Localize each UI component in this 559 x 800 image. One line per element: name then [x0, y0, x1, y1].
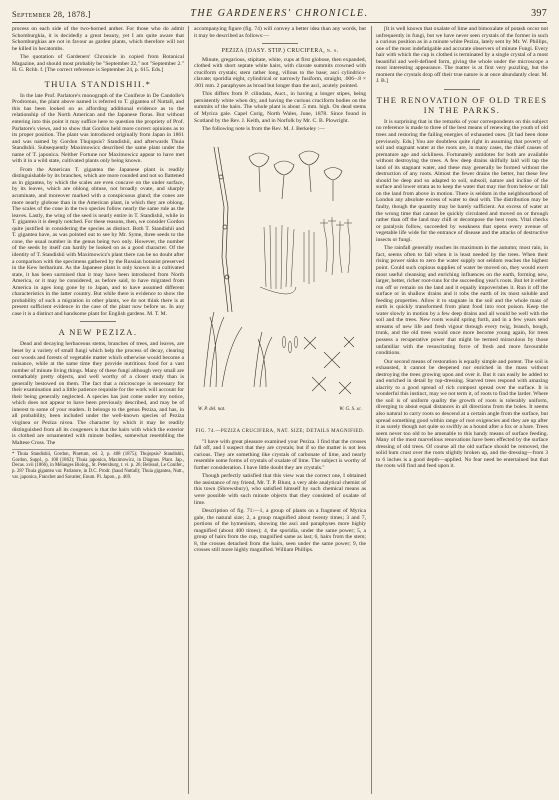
stem-fragment-drawing — [214, 147, 232, 312]
paragraph: From the American T. gigantea the Japanese plant is readily distinguishable by its branches, which are more rounded and not so flattened as in gigantea, by which the scales are even concave on the under surface, by its leaves, which are oblong obtuse, not broadly ovate, and sharply acuminate, and moreover marked with a conspicuous gland; the cones are more nearly globose than in the American plant, in which they are oblong. The scales of the cone in the two species follow nearly the same rule as the leaves. Lastly, the wing of the seed is nearly entire in T. Standishii, while in T. gigantea it is deeply notched. For these reasons, then, we consider Gordon quite justified in considering the species as distinct. Both T. Standishii and T. gigantea have, as was pointed out to see by Mr. Syme, three seeds to the cone, the usual number in the genus being two only. However, the number of the seeds by itself can hardly be looked on as a good character. Of the identity of T. Standishii with Maximowicz's plant there can be no doubt after a comparison with the specimens gathered by the Russian botanist preserved in the Kew herbarium. As the Japanese plant is only known in a cultivated state, it has been surmised that it may have been introduced from North America, or it may be considered, as before said, to have migrated from America in ages long gone by to Japan, and to have assumed different characteristics in the latter country. But while there is evidence to show the probability of such a migration in other plants, we do not think there is at present sufficient evidence in the case of the plant now before us. In any case it is a distinct and handsome plant for English gardens. M. T. M. — [12, 166, 184, 317]
paragraph: It is surprising that in the remarks of your correspondents on this subject no reference is made to three of the best means of renewing the youth of old trees and restoring the failing energies of exhausted ones. [It had been done previously. Eds.] You are doubtless quite right in assuming that poverty of soil and stagnant water at the roots are, in many cases, the chief causes of premature age and sickliness. Fortunately antidotes for both are available without destroying the trees. A few deep drains skilfully laid will tap the land of its stagnant water, and these may generally be formed without the destruction of any roots. Almost the fewer drains the better, but these few should be deep and so adapted to soil, subsoil, nature and incline of the surface and lower strata as to keep the water that may rise from below or fall on the land from above in motion. There is seldom in the neighbourhood of London any absolute excess of water to deal with. The distribution may be faulty, though the quantity may be barely sufficient. An excess of water at the wrong time that cannot be quickly circulated and moved on or through rather than off the land may chill or decompose the best roots. Vital checks or paralysis follow, succeeded by weakness that opens every avenue of vegetable life wide for the entrance of disease and the attacks of destructive insects or fungi. — [376, 118, 548, 243]
species-heading: PEZIZA (DASY. STIP.) CRUCIFERA, n. s. — [221, 48, 339, 55]
issue-date: September 28, 1878.] — [12, 9, 91, 19]
article-heading-thuia: THUIA STANDISHII.* — [44, 78, 152, 89]
sporidia-drawing — [283, 336, 298, 353]
cup-group-drawing — [249, 151, 342, 201]
tufts-drawing — [204, 312, 272, 387]
header-rule — [12, 22, 547, 23]
section-separator — [80, 321, 116, 322]
paragraph: This differs from P. cilindata, Auct., in having a longer stipes, being persistently white when dry, and having the curious cruciform bodies on the summits of the hairs. The whole plant is about .5 mm. high. On dead stems of Myrica gale. Capel Curig, North Wales, June, 1878. Since found in Scotland by the Rev. J. Keith, and in Norfolk by Mr. C. B. Plowright. — [194, 91, 366, 124]
column-2 — [194, 26, 366, 794]
journal-title: THE GARDENERS' CHRONICLE. — [190, 8, 369, 19]
paragraph: "I have with great pleasure examined your Peziza. I find that the crosses fall off, and I suspect that they are crystals; but if so the matter is not less curious. They are something like crystals of carbonate of lime, and nearly resemble some forms of crystals of oxalate of lime. The subject is worthy of further consideration. I have little doubt they are crystals." — [194, 438, 366, 471]
article-heading-renovation: THE RENOVATION OF OLD TREES IN THE PARKS. — [376, 94, 548, 115]
hymenium-drawing — [260, 225, 314, 294]
column-1 — [12, 26, 184, 794]
paragraph: Our second means of restoration is equally simple and potent. The soil is exhausted, it cannot be deepened nor enriched in the mass without destroying the trees growing upon and over it. But it can easily be added to and enriched in detail by top-dressing. Starved trees respond with amazing alacrity to a good spread of rich compost spread over the surface. It is wonderful this instinct, may we not term it, of roots to find the larder. Where the soil is of uniform quality the growth of roots is tolerably uniform, diverging to about equal distances in all directions from the boles. It seems also natural to carry roots so descend at a certain angle from the surface, but spread something good within range of root exigencies and they are up after it as surely though not quite so swiftly as a hound after a fox or a hare. Trees seem never too old to be amenable to this handy means of surface feeding. Many of the most marvellous renovations have been effected by the surface dressing of old trees. Of course all the old surface should be removed, the solid hum crust over the roots slightly broken up, and the dressing—from 3 to 6 inches is a good depth—applied. No fear need be entertained but that the roots will find and feed upon it. — [376, 358, 548, 470]
column-3 — [376, 26, 548, 794]
paragraph: Though perfectly satisfied that this view was the correct one, I obtained the assistance of my friend, Mr. T. P. Blunt, a very able analytical chemist of this town (Shrewsbury), who satisfied himself by such chemical means as were possible with such minute objects that they consisted of oxalate of lime. — [194, 473, 366, 506]
section-separator — [444, 89, 480, 90]
paragraph: Description of fig. 71:—1, a group of plants on a fragment of Myrica gale, the natural size; 2, a group magnified about twenty times; 3 and 7, portions of the hymenium, showing the asci and paraphyses more highly magnified (about 400 times); 4, the sporidia, under the same power; 5, a group of hairs from the cup, magnified same as last; 6, hairs from the stem; 8, the crosses detached from the hairs, seen under the same power; 9, the crosses still more highly magnified. William Phillips. — [194, 508, 366, 554]
paragraph: [It is well known that oxalate of lime and bimoxalate of potash occur not unfrequently in fungi, but we have never seen crystals of the former in such a curious position as in a minute white Peziza, lately sent by Mr. W. Phillips, one of the most indefatigable and accurate observers of minute Fungi. Every hair with which the cup is clothed is terminated by a single crystal of a most beautiful and well-defined form, giving the whole under the microscope a most interesting appearance. The matter is at first very puzzling, but the moment the crystals drop off their true nature is at once abundantly clear. M. J. B.] — [376, 26, 548, 85]
figure-credit-left: W. P. del. nat. — [198, 406, 226, 412]
column-divider — [188, 26, 189, 794]
paragraph: The quotation of Gardeners' Chronicle in copied from Botanical Magazine, and should most probably be "September 22," not "September 2." H. G. Rchb. f. [The correct reference is September 24, p. 615. Eds.] — [12, 54, 184, 74]
figure-74 — [194, 137, 366, 427]
paragraph: process on each side of the two-horned anther. For those who do admit Schomburgkia, it is decidedly a great beauty, yet I am quite aware that Schomburgkias are not in favour as garden plants, which therefore will not be killed in hecatombs. — [12, 26, 184, 52]
hairs-drawing — [320, 217, 352, 275]
footnote: * Thuia Standishii, Gordon, Pinetum, ed. 2, p. 408 (1875); Thujopsis? Standishii, Gordon, Suppl., p. 100 (1862); Thuia japonica, Maximowicz, in Diagnos. Plant. Jap., Decas. xvii (1866), in Mélanges Biolog., St. Petersburg, t. vi. p. 26; Belissol, Le Conifer., p. 28? Thuia gigantea var. Parlatore, in D.C. Prodr. (haud Nuttall); Thuia gigantea, Nutt., var. japonica, Franchet and Savatier, Enum. Pl. Japon., p. 469. — [12, 449, 184, 480]
paragraph: Dead and decaying herbaceous stems, branches of trees, and leaves, are beset by a variety of small fungi which help the process of decay, clearing our woods and forests of vegetable matter which otherwise would become a nuisance, while at the same time they provide nutritious food for a vast number of minute living things. Many of these fungi although very small are remarkably pretty objects, and well worthy of a closer study than is generally bestowed on them. The fact that a microscope is necessary for their examination and a little patience requisite for the work will account for their being generally neglected. A species has just come under my notice, which does not appear to have been previously described, and may be of interest to some of your readers. It belongs to the genus Peziza, and has, in all probability, been included under the well-known species of Peziza virginea or Peziza nivea. The character by which it may be readily distinguished from all its congeners is that the hairs with which the exterior is clothed are ornamented with minute bodies, somewhat resembling the Maltese Cross. The — [12, 341, 184, 446]
article-heading-peziza: A NEW PEZIZA. — [58, 327, 138, 338]
figure-credit-right: W. G. S. sc. — [339, 406, 362, 412]
masthead — [12, 6, 547, 22]
paragraph: In the late Prof. Parlatore's monograph of the Coniferæ in De Candolle's Prodromus, the plant above named is referred to T. gigantea of Nuttall, and this has been looked on as affording additional evidence as to the relationship of the North American and the Japanese floras. But without entering into this point it may suffice here to question the propriety of Prof. Parlatore's views, and to show that Gordon held more correct opinions as to its proper position. The plant was introduced originally from Japan in 1861 and was named by Gordon Thujopsis? Standishii, and afterwards Thuia Standishii. Subsequently Maximowicz described the same plant under the name of T. japonica. Neither Fortune nor Maximowicz appear to have met with it in a wild state, cultivated plants only being known. — [12, 92, 184, 165]
paragraph: accompanying figure (fig. 74) will convey a better idea than any words, but it may be described as follows:— — [194, 26, 366, 39]
paragraph: The rainfall generally reaches its maximum in the autumn; most rain, in fact, seems often to fall when it is least needed by the trees. When their rising power sinks to zero the water supply not seldom reaches the highest point. Could such copious supplies of water be moved on, they would exert most useful cleansing and enriching influences on the earth, forming new, larger, better, richer root-runs for the succeeding year's roots. But let it either run off or remain on the land and it equally impoverishes it. Run it off the surface or in shallow drains and it robs the earth of its most soluble and feeding properties. Allow it to stagnate in the soil and the whole mass of earth is quickly transformed from plant food into root poison. Keep the water slowly in motion by a few deep drains and all would be well with the soil and the trees. New roots would spring forth, and in a few years send streams of new life and fresh vigour through every twig, branch, bough, trunk, and the old trees would once more become young again, for trees possess a recuperative power that might be termed miraculous by those unfamiliar with the resuscitating force of fresh and more favourable conditions. — [376, 245, 548, 357]
section-separator — [262, 43, 298, 44]
paragraph: The following note is from the Rev. M. J. Berkeley :— — [202, 126, 325, 133]
paragraph: Minute, gregarious, stipitate, white, cups at first globose, then expanded, clothed with short septate white hairs, with clavate summits crowned with cruciform crystals; stem rather long, villous to the base; asci cylindrico-clavate; sporidia eight, cylindrical or narrowly fusiform, straight, .006–.8 × .001 mm. 2 paraphyses as broad but longer than the asci, acutely pointed. — [194, 56, 366, 89]
figure-caption: FIG. 74.—PEZIZA CRUCIFERA, NAT. SIZE; DETAILS MAGNIFIED. — [195, 428, 365, 434]
crystals-drawing — [304, 337, 354, 394]
peziza-illustration — [194, 137, 366, 427]
column-divider — [371, 26, 372, 794]
page-number: 397 — [531, 8, 547, 19]
